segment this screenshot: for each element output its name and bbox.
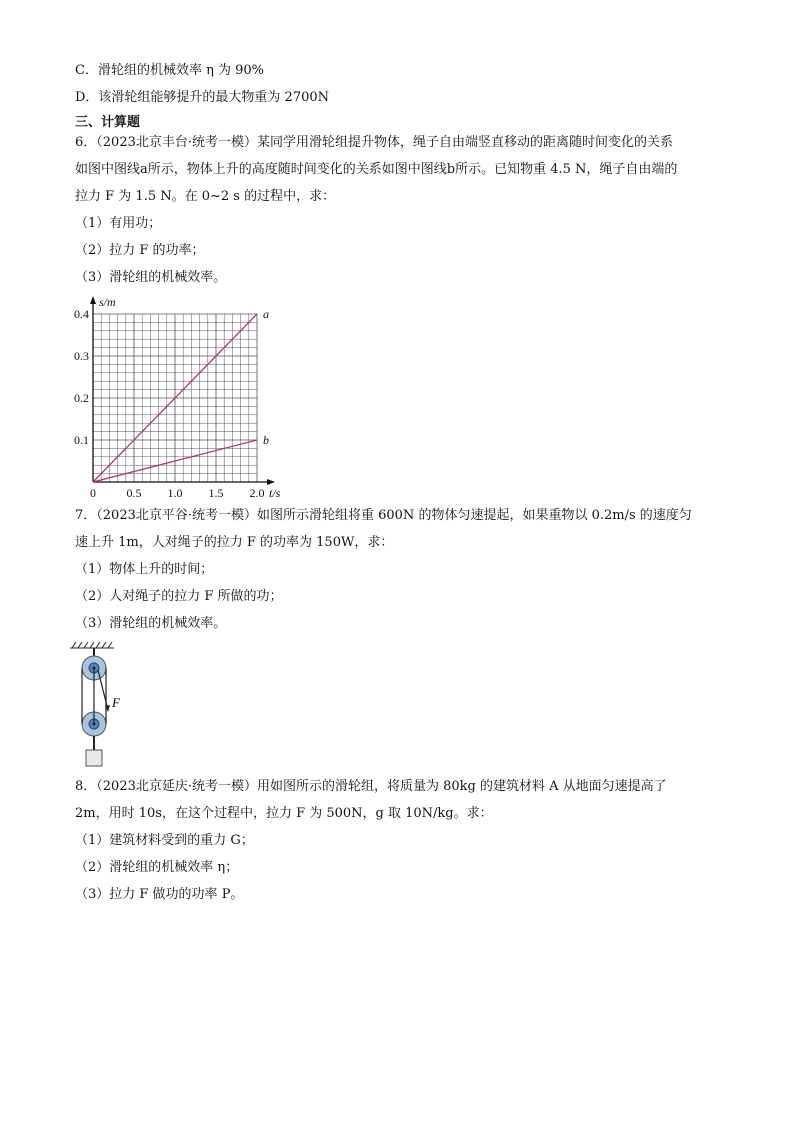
option-d: D．该滑轮组能够提升的最大物重为 2700N xyxy=(75,90,330,105)
y-tick-label: 0.3 xyxy=(74,349,89,363)
y-tick-label: 0.4 xyxy=(74,307,89,321)
x-tick-label: 0.5 xyxy=(126,486,142,500)
q6-line-1: 6．（2023北京丰台·统考一模）某同学用滑轮组提升物体，绳子自由端竖直移动的距离随时间变化的关系 xyxy=(75,135,673,150)
x-tick-label: 1.5 xyxy=(208,486,224,500)
y-axis-arrow-icon xyxy=(90,296,96,304)
section-title: 三、计算题 xyxy=(75,115,141,130)
q8-sub-2: （2）滑轮组的机械效率 η； xyxy=(75,860,239,875)
ceiling-hatch xyxy=(70,642,114,648)
option-c: C．滑轮组的机械效率 η 为 90% xyxy=(75,63,265,78)
series-label-b: b xyxy=(263,433,269,447)
q7-line-2: 速上升 1m，人对绳子的拉力 F 的功率为 150W，求： xyxy=(75,535,394,550)
force-label: F xyxy=(112,695,120,710)
q7-sub-3: （3）滑轮组的机械效率。 xyxy=(75,616,227,631)
q6-line-3: 拉力 F 为 1.5 N。在 0~2 s 的过程中，求： xyxy=(75,189,336,204)
y-tick-label: 0.2 xyxy=(74,391,89,405)
q7-sub-1: （1）物体上升的时间； xyxy=(75,562,214,577)
q8-line-1: 8．（2023北京延庆·统考一模）用如图所示的滑轮组，将质量为 80kg 的建筑材料 A 从地面匀速提高了 xyxy=(75,779,667,794)
q6-sub-3: （3）滑轮组的机械效率。 xyxy=(75,270,227,285)
series-label-a: a xyxy=(263,307,269,321)
x-axis-label: t/s xyxy=(269,486,281,500)
q7-line-1: 7．（2023北京平谷·统考一模）如图所示滑轮组将重 600N 的物体匀速提起，如果重物以 0.2m/s 的速度匀 xyxy=(75,508,692,523)
pulley-system-figure xyxy=(68,640,138,770)
q6-sub-1: （1）有用功； xyxy=(75,216,162,231)
q8-sub-3: （3）拉力 F 做功的功率 P。 xyxy=(75,887,244,902)
q6-sub-2: （2）拉力 F 的功率； xyxy=(75,243,205,258)
origin-label: 0 xyxy=(90,486,96,500)
q6-line-2: 如图中图线a所示，物体上升的高度随时间变化的关系如图中图线b所示。已知物重 4.5 N，绳子自由端的 xyxy=(75,162,678,177)
weight-block xyxy=(86,750,102,766)
y-axis-label: s/m xyxy=(99,295,116,309)
x-tick-label: 1.0 xyxy=(167,486,183,500)
y-tick-label: 0.1 xyxy=(74,433,89,447)
q8-sub-1: （1）建筑材料受到的重力 G； xyxy=(75,833,254,848)
x-axis-arrow-icon xyxy=(267,479,275,485)
q8-line-2: 2m，用时 10s，在这个过程中，拉力 F 为 500N，g 取 10N/kg。求： xyxy=(75,806,493,821)
q7-sub-2: （2）人对绳子的拉力 F 所做的功； xyxy=(75,589,283,604)
s-t-graph xyxy=(62,294,302,504)
x-tick-label: 2.0 xyxy=(249,486,265,500)
